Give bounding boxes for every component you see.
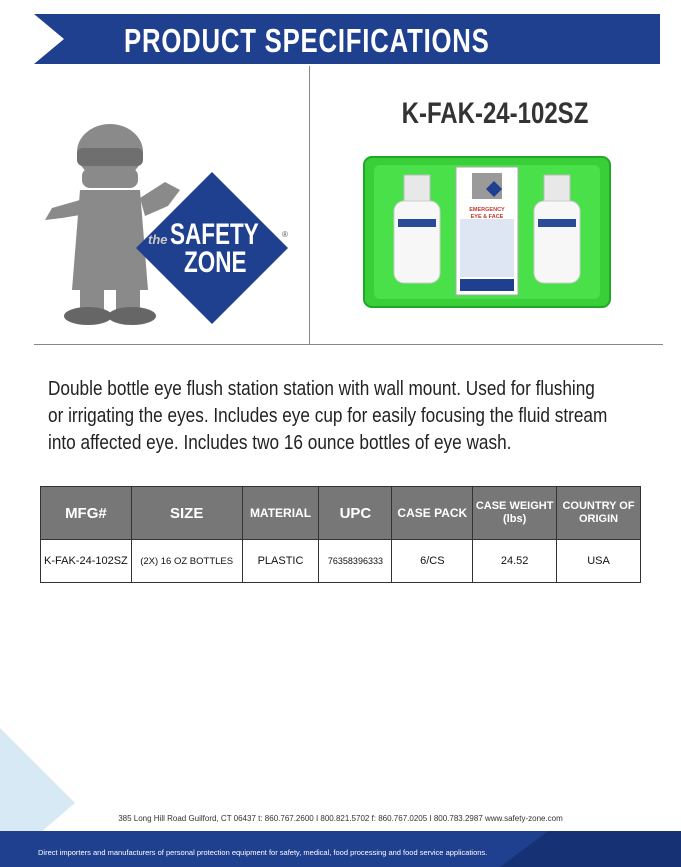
description-line: or irrigating the eyes. Includes eye cup for easily focusing the fluid stream: [48, 405, 608, 427]
column-header: CASE PACK: [392, 487, 473, 540]
column-header: SIZE: [131, 487, 242, 540]
table-cell: 6/CS: [392, 540, 473, 583]
description-line: into affected eye. Includes two 16 ounce bottles of eye wash.: [48, 432, 512, 454]
column-header: [473, 487, 557, 540]
horizontal-divider: [34, 344, 663, 345]
footer-address: 385 Long Hill Road Guilford, CT 06437 t: 860.767.2600 I 800.821.5702 f: 860.767.0205 I 800.783.2987 www.safety-zone.com: [118, 814, 563, 823]
table-cell: PLASTIC: [242, 540, 319, 583]
product-code: K-FAK-24-102SZ: [401, 97, 589, 130]
product-image: [362, 155, 612, 310]
column-header: UPC: [319, 487, 392, 540]
safety-zone-logo: [40, 120, 290, 335]
svg-text:EMERGENCY: EMERGENCY: [469, 207, 505, 213]
header-line: CASE WEIGHT: [475, 500, 554, 512]
vertical-divider: [309, 66, 310, 344]
header-banner: [34, 14, 660, 64]
table-cell: K-FAK-24-102SZ: [41, 540, 132, 583]
footer-bar: [0, 831, 681, 867]
logo-word-the: the: [148, 232, 168, 247]
table-cell: USA: [557, 540, 641, 583]
registered-mark: ®: [282, 230, 288, 239]
column-header: MFG#: [41, 487, 132, 540]
logo-word-safety: SAFETY: [170, 218, 259, 251]
table-header-row: [41, 487, 641, 540]
header-line: ORIGIN: [578, 513, 619, 525]
page-title: PRODUCT SPECIFICATIONS: [124, 22, 490, 59]
product-description: [48, 376, 667, 457]
description-line: Double bottle eye flush station station with wall mount. Used for flushing: [48, 378, 595, 400]
table-cell: 76358396333: [319, 540, 392, 583]
column-header: MATERIAL: [242, 487, 319, 540]
station-label: [456, 167, 518, 295]
logo-word-zone: ZONE: [184, 246, 247, 279]
svg-text:EYE & FACE: EYE & FACE: [470, 214, 504, 220]
footer-tagline: Direct importers and manufacturers of personal protection equipment for safety, medical, food processing and food service applications.: [38, 848, 488, 857]
column-header: [557, 487, 641, 540]
specs-table: [40, 486, 641, 583]
table-cell: 24.52: [473, 540, 557, 583]
header-line: (lbs): [503, 513, 527, 525]
table-row: [41, 540, 641, 583]
table-cell: (2X) 16 OZ BOTTLES: [131, 540, 242, 583]
header-line: COUNTRY OF: [562, 500, 635, 512]
